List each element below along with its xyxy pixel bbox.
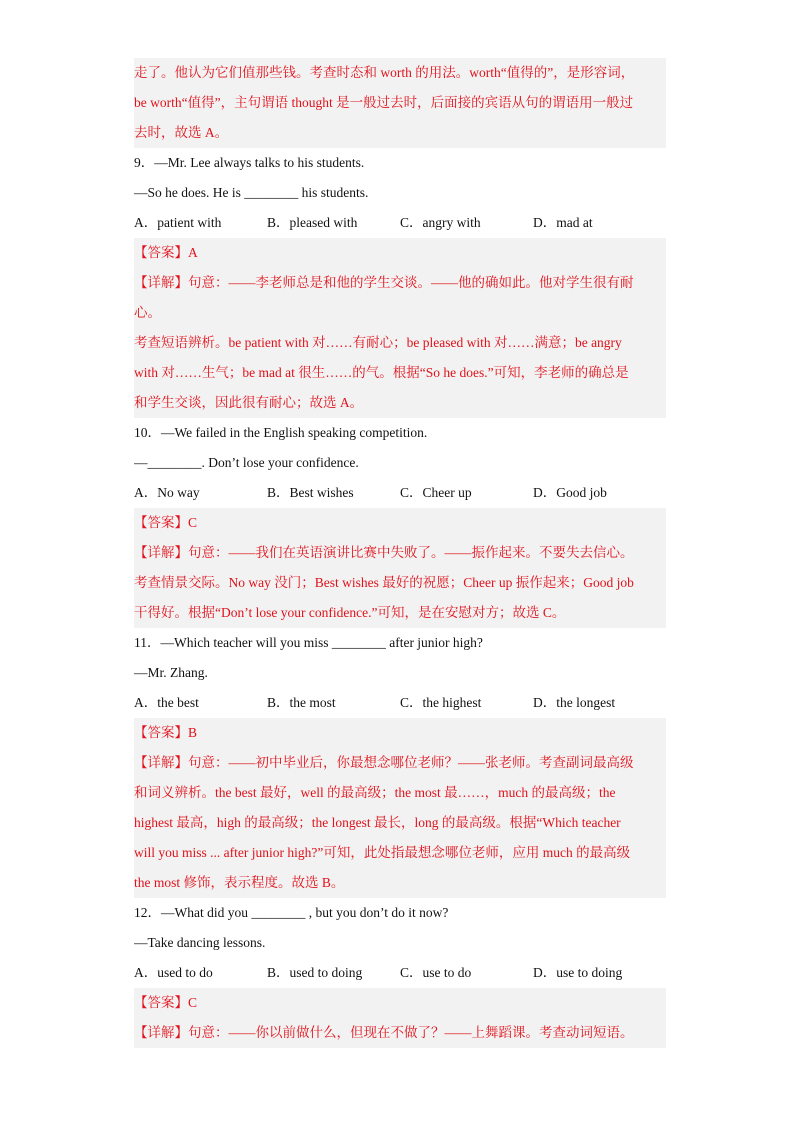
option-a: A．No way [134,485,200,500]
option-c: C．use to do [400,965,472,980]
explanation-line: 和学生交谈，因此很有耐心；故选 A。 [134,395,364,410]
answer-key: 【答案】C [134,995,198,1010]
explanation-line: 干得好。根据“Don’t lose your confidence.”可知，是在安慰对方；故选 C。 [134,605,566,620]
question-stem: —Mr. Zhang. [134,665,208,680]
explanation-line: highest 最高，high 的最高级；the longest 最长，long 的最高级。根据“Which teacher [134,815,621,830]
answer-options [134,478,666,508]
option-d: D．Good job [533,485,607,500]
answer-options [134,208,666,238]
answer-options [134,688,666,718]
answer-key: 【答案】A [134,245,198,260]
question-stem: 10．—We failed in the English speaking competition. [134,425,428,440]
explanation-line: 走了。他认为它们值那些钱。考查时态和 worth 的用法。worth“值得的”，是形容词， [134,65,635,80]
question-stem: —________. Don’t lose your confidence. [134,455,359,470]
answer-block [134,988,666,1048]
page-content [134,56,666,1048]
option-c: C．angry with [400,215,481,230]
explanation-line: the most 修饰，表示程度。故选 B。 [134,875,345,890]
option-a: A．used to do [134,965,213,980]
explanation-line: 【详解】句意：——你以前做什么，但现在不做了？——上舞蹈课。考查动词短语。 [134,1025,634,1040]
answer-block [134,238,666,418]
answer-block [134,508,666,628]
option-b: B．Best wishes [267,485,354,500]
explanation-line: 【详解】句意：——我们在英语演讲比赛中失败了。——振作起来。不要失去信心。 [134,545,634,560]
explanation-line: 去时，故选 A。 [134,125,229,140]
explanation-line: be worth“值得”，主句谓语 thought 是一般过去时，后面接的宾语从句的谓语用一般过 [134,95,634,110]
explanation-line: 【详解】句意：——李老师总是和他的学生交谈。——他的确如此。他对学生很有耐 [134,275,634,290]
previous-explanation-continuation [134,58,666,148]
explanation-line: 考查短语辨析。be patient with 对……有耐心；be pleased with 对……满意；be angry [134,335,622,350]
option-b: B．used to doing [267,965,363,980]
question-stem: —Take dancing lessons. [134,935,266,950]
question-stem: 9．—Mr. Lee always talks to his students. [134,155,365,170]
answer-key: 【答案】C [134,515,198,530]
explanation-line: will you miss ... after junior high?”可知，此处指最想念哪位老师，应用 much 的最高级 [134,845,631,860]
explanation-line: 和词义辨析。the best 最好，well 的最高级；the most 最……，much 的最高级；the [134,785,616,800]
option-d: D．the longest [533,695,616,710]
option-c: C．the highest [400,695,482,710]
question-10 [134,418,666,628]
option-d: D．use to doing [533,965,623,980]
option-b: B．pleased with [267,215,358,230]
option-b: B．the most [267,695,336,710]
question-stem: 12．—What did you ________ , but you don’t do it now? [134,905,449,920]
question-11 [134,628,666,898]
explanation-line: 心。 [134,305,161,320]
option-a: A．the best [134,695,199,710]
question-stem: 11．—Which teacher will you miss ________ after junior high? [134,635,483,650]
question-stem: —So he does. He is ________ his students. [134,185,369,200]
answer-block [134,718,666,898]
option-c: C．Cheer up [400,485,472,500]
answer-key: 【答案】B [134,725,198,740]
answer-options [134,958,666,988]
question-12 [134,898,666,1048]
question-9 [134,148,666,418]
explanation-line: 考查情景交际。No way 没门；Best wishes 最好的祝愿；Cheer up 振作起来；Good job [134,575,634,590]
option-a: A．patient with [134,215,222,230]
explanation-line: with 对……生气；be mad at 很生……的气。根据“So he does.”可知，李老师的确总是 [134,365,629,380]
explanation-line: 【详解】句意：——初中毕业后，你最想念哪位老师？——张老师。考查副词最高级 [134,755,634,770]
option-d: D．mad at [533,215,593,230]
